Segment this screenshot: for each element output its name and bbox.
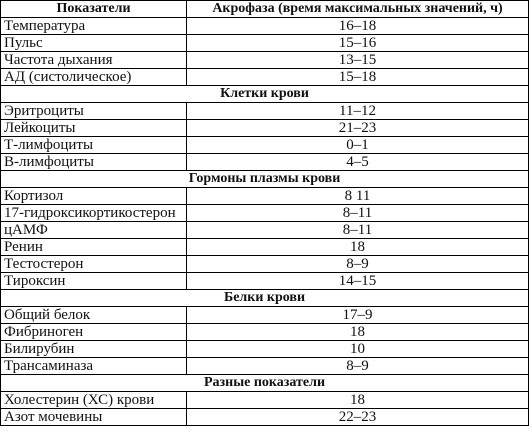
acrophase-cell: 18 <box>187 324 529 341</box>
section-title: Гормоны плазмы крови <box>1 171 529 188</box>
indicator-cell: Кортизол <box>1 188 187 205</box>
indicator-cell: Холестерин (ХС) крови <box>1 392 187 409</box>
indicator-cell: Тестостерон <box>1 256 187 273</box>
table-row <box>1 239 529 256</box>
acrophase-cell: 8–11 <box>187 222 529 239</box>
acrophase-cell: 4–5 <box>187 154 529 171</box>
indicator-cell: В-лимфоциты <box>1 154 187 171</box>
indicator-cell: Эритроциты <box>1 103 187 120</box>
section-title: Клетки крови <box>1 86 529 103</box>
acrophase-cell: 15–18 <box>187 69 529 86</box>
table-row <box>1 392 529 409</box>
acrophase-cell: 21–23 <box>187 120 529 137</box>
indicator-cell: Трансаминаза <box>1 358 187 375</box>
table-row <box>1 35 529 52</box>
indicator-cell: 17-гидроксикортикостерон <box>1 205 187 222</box>
header-acrophase: Акрофаза (время максимальных значений, ч) <box>187 1 529 18</box>
indicator-cell: Общий белок <box>1 307 187 324</box>
indicator-cell: Частота дыхания <box>1 52 187 69</box>
acrophase-cell: 8–9 <box>187 256 529 273</box>
table-row <box>1 409 529 426</box>
acrophase-cell: 18 <box>187 239 529 256</box>
section-header-row <box>1 290 529 307</box>
table-row <box>1 120 529 137</box>
table-row <box>1 52 529 69</box>
section-header-row <box>1 171 529 188</box>
table-row <box>1 154 529 171</box>
indicator-cell: Азот мочевины <box>1 409 187 426</box>
table-row <box>1 273 529 290</box>
acrophase-cell: 10 <box>187 341 529 358</box>
acrophase-cell: 16–18 <box>187 18 529 35</box>
acrophase-cell: 14–15 <box>187 273 529 290</box>
table-row <box>1 222 529 239</box>
indicator-cell: Т-лимфоциты <box>1 137 187 154</box>
acrophase-cell: 22–23 <box>187 409 529 426</box>
table-row <box>1 69 529 86</box>
header-row <box>1 1 529 18</box>
acrophase-cell: 8 11 <box>187 188 529 205</box>
table-row <box>1 324 529 341</box>
header-indicators: Показатели <box>1 1 187 18</box>
indicator-cell: Пульс <box>1 35 187 52</box>
acrophase-cell: 15–16 <box>187 35 529 52</box>
acrophase-cell: 0–1 <box>187 137 529 154</box>
acrophase-cell: 8–9 <box>187 358 529 375</box>
section-header-row <box>1 375 529 392</box>
indicator-cell: Фибриноген <box>1 324 187 341</box>
indicator-cell: АД (систолическое) <box>1 69 187 86</box>
table-row <box>1 188 529 205</box>
table-row <box>1 137 529 154</box>
acrophase-cell: 8–11 <box>187 205 529 222</box>
indicator-cell: Ренин <box>1 239 187 256</box>
acrophase-cell: 11–12 <box>187 103 529 120</box>
section-title: Разные показатели <box>1 375 529 392</box>
table-row <box>1 205 529 222</box>
acrophase-cell: 17–9 <box>187 307 529 324</box>
section-header-row <box>1 86 529 103</box>
table-row <box>1 341 529 358</box>
indicator-cell: Температура <box>1 18 187 35</box>
indicator-cell: Тироксин <box>1 273 187 290</box>
table-row <box>1 307 529 324</box>
indicator-cell: Лейкоциты <box>1 120 187 137</box>
table-row <box>1 18 529 35</box>
acrophase-cell: 13–15 <box>187 52 529 69</box>
table-row <box>1 256 529 273</box>
table-row <box>1 358 529 375</box>
indicator-cell: цАМФ <box>1 222 187 239</box>
table-row <box>1 103 529 120</box>
section-title: Белки крови <box>1 290 529 307</box>
table-body <box>1 18 529 426</box>
acrophase-cell: 18 <box>187 392 529 409</box>
indicator-cell: Билирубин <box>1 341 187 358</box>
